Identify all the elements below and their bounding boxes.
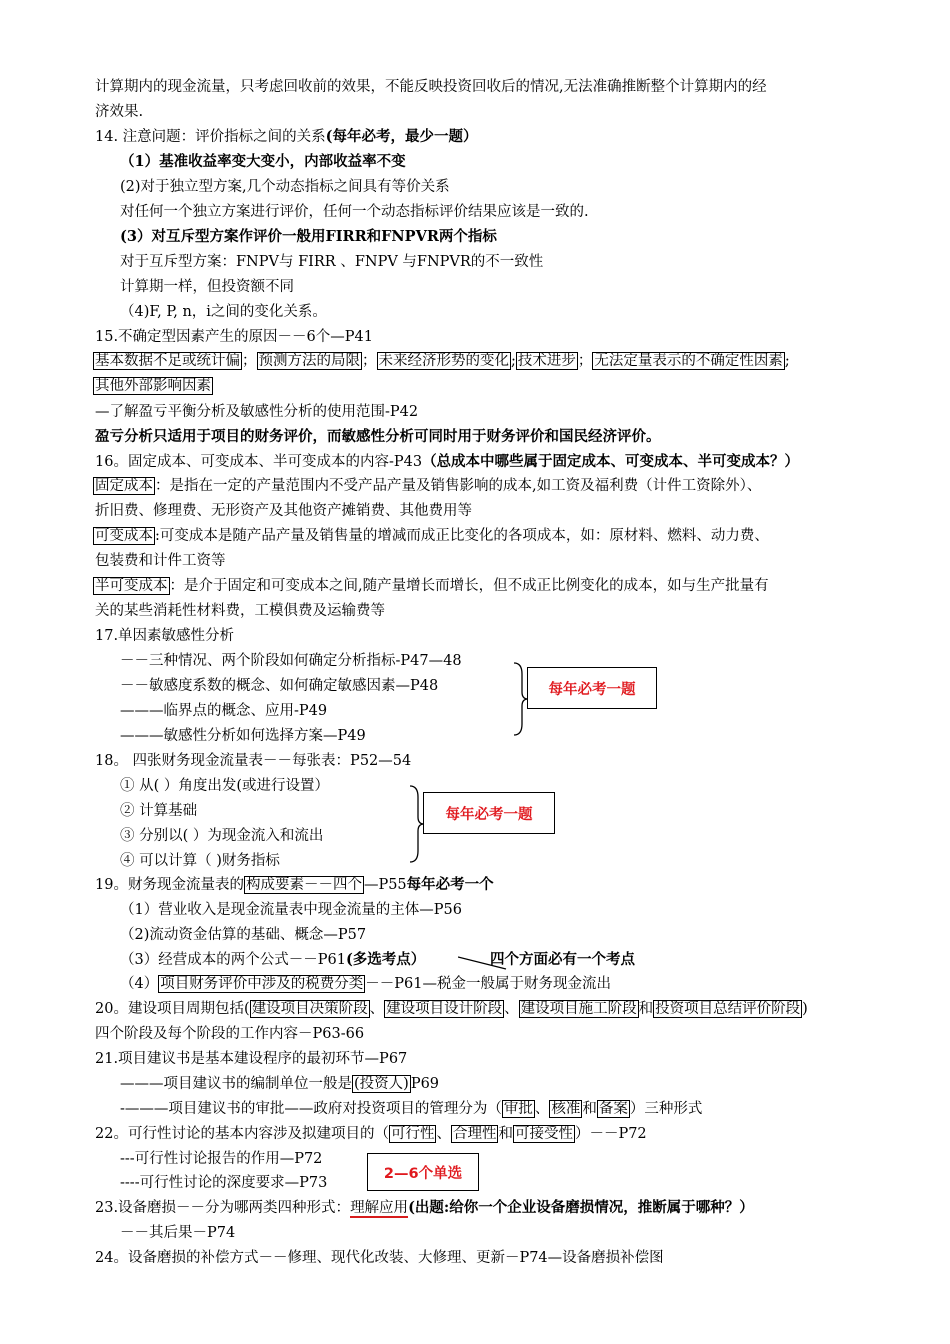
definition-text: :可变成本是随产品产量及销售量的增减而成正比变化的各项成本，如：原材料、燃料、动力费、 [155,528,769,544]
boxed-term: 半可变成本 [95,578,168,594]
section-22-heading [95,1124,647,1144]
boxed-term: 未来经济形势的变化 [378,353,509,369]
definition-line [93,576,769,596]
boxed-term: 无法定量表示的不确定性因素 [594,353,783,369]
text-line: ———临界点的概念、应用-P49 [120,703,328,719]
boxed-term: 构成要素－－四个 [245,877,362,893]
heading-text: 22。可行性讨论的基本内容涉及拟建项目的（ [95,1126,389,1142]
boxed-term-row [93,351,790,371]
separator: ； [577,353,593,369]
heading-text: 19。财务现金流量表的 [95,877,244,893]
definition-text: ：是指在一定的产量范围内不受产品产量及销售影响的成本,如工资及福利费（计件工资除外）、 [155,478,762,494]
separator: ； [362,353,377,369]
text-line: 盈亏分析只适用于项目的财务评价，而敏感性分析可同时用于财务评价和国民经济评价。 [95,428,661,445]
emphasis-text: (每年必考，最少一题） [325,128,478,145]
boxed-term: 建设项目决策阶段 [251,1001,368,1017]
separator: ; [511,353,516,369]
boxed-term: 项目财务评价中涉及的税费分类 [160,976,364,992]
section-17-heading: 17.单因素敏感性分析 [95,628,235,644]
heading-text: 20。建设项目周期包括( [95,1001,250,1017]
text-line: ---可行性讨论报告的作用—P72 [120,1151,323,1167]
section-21-heading: 21.项目建议书是基本建设程序的最初环节—P67 [95,1051,408,1067]
text-line: 对于互斥型方案：FNPV与 FIRR 、FNPV 与FNPVR的不一致性 [120,254,544,270]
text-line [120,950,425,970]
separator: ) [802,1001,808,1017]
text-line: －－敏感度系数的概念、如何确定敏感因素—P48 [120,678,439,694]
exam-callout-box: 每年必考一题 [423,792,555,834]
section-20-heading [95,999,808,1019]
text-line: 四个阶段及每个阶段的工作内容－P63-66 [95,1026,365,1042]
text-line: （2)流动资金估算的基础、概念—P57 [120,927,367,943]
section-14-heading [95,127,478,147]
emphasis-text: (出题:给你一个企业设备磨损情况，推断属于哪种？） [408,1199,754,1216]
boxed-term: 预测方法的局限 [258,353,360,369]
boxed-term: 基本数据不足或统计偏 [95,353,240,369]
separator: 、 [534,1101,550,1117]
emphasis-text: （总成本中哪些属于固定成本、可变成本、半可变成本？） [422,453,800,470]
boxed-term: 核准 [551,1101,581,1117]
text-line: 计算期内的现金流量，只考虑回收前的效果，不能反映投资回收后的情况,无法准确推断整个计算期内的经 [95,79,767,95]
section-18-heading: 18。 四张财务现金流量表－－每张表：P52—54 [95,753,412,769]
separator: ; [784,353,790,369]
text-line [120,974,611,994]
separator: 、 [436,1126,451,1142]
boxed-term: 其他外部影响因素 [95,378,211,394]
text-span: ）三种形式 [629,1101,703,1117]
page-ref: —P55 [363,877,407,893]
text-line: ③ 分别以( ）为现金流入和流出 [120,828,324,844]
emphasis-text: (多选考点） [345,951,426,968]
definition-line [93,526,769,546]
boxed-term: 可变成本 [95,528,153,544]
separator: ； [242,353,257,369]
text-line: ② 计算基础 [120,803,198,819]
boxed-term: 合理性 [452,1126,497,1142]
text-line: ———敏感性分析如何选择方案—P49 [120,728,366,744]
text-line: (2)对于独立型方案,几个动态指标之间具有等价关系 [120,179,450,195]
boxed-term: 投资项目总结评价阶段 [655,1001,801,1017]
text-line: （4)F, P, n，i之间的变化关系。 [120,304,327,320]
text-line: ----可行性讨论的深度要求—P73 [120,1175,328,1191]
separator: 和 [638,1001,654,1017]
text-span: ）－－P72 [574,1126,647,1142]
definition-text: ：是介于固定和可变成本之间,随产量增长而增长，但不成正比例变化的成本，如与生产批量有 [169,578,769,594]
boxed-term: 建设项目施工阶段 [520,1001,637,1017]
emphasis-text: 四个方面必有一个考点 [490,951,635,968]
text-line: (3）对互斥型方案作评价一般用FIRR和FNPVR两个指标 [120,228,497,245]
section-15-heading: 15.不确定型因素产生的原因－－6个—P41 [95,329,373,345]
text-line: ① 从( ）角度出发(或进行设置） [120,778,330,794]
boxed-term-row [93,376,213,396]
text-line: ④ 可以计算（ )财务指标 [120,853,280,869]
boxed-term: 备案 [598,1101,628,1117]
text-line: 关的某些消耗性材料费，工模俱费及运输费等 [95,603,385,619]
text-span: （4） [120,976,159,992]
exam-callout-box: 每年必考一题 [527,667,657,709]
heading-text: 14. 注意问题：评价指标之间的关系 [95,129,326,145]
heading-text: 16。固定成本、可变成本、半可变成本的内容-P43 [95,454,423,470]
text-span: －－P61—税金一般属于财务现金流出 [365,976,611,992]
section-23-heading [95,1198,754,1218]
text-line: 计算期一样，但投资额不同 [120,279,294,295]
section-19-heading [95,875,494,895]
heading-text: 23.设备磨损－－分为哪两类四种形式： [95,1200,351,1216]
underlined-term: 理解应用 [350,1200,409,1216]
text-line: （1）营业收入是现金流量表中现金流量的主体—P56 [120,902,462,918]
definition-line [93,476,761,496]
text-line [120,1099,702,1119]
boxed-term: 建设项目设计阶段 [386,1001,503,1017]
section-16-heading [95,452,799,472]
boxed-term: 可行性 [390,1126,435,1142]
text-line: 对任何一个独立方案进行评价，任何一个动态指标评价结果应该是一致的. [120,204,589,220]
text-line [120,1074,439,1094]
page-ref: P69 [410,1076,440,1092]
text-line: 折旧费、修理费、无形资产及其他资产摊销费、其他费用等 [95,503,472,519]
emphasis-text: 每年必考一个 [406,876,494,893]
boxed-term: 固定成本 [95,478,153,494]
separator: 、 [504,1001,519,1017]
boxed-term: 可接受性 [514,1126,573,1142]
text-span: ———项目建议书的编制单位一般是 [120,1076,352,1092]
text-span: -———项目建议书的审批——政府对投资项目的管理分为（ [120,1101,502,1117]
text-line: （1）基准收益率变大变小，内部收益率不变 [120,153,406,170]
text-line: 济效果. [95,104,144,120]
section-24-heading: 24。设备磨损的补偿方式－－修理、现代化改装、大修理、更新－P74—设备磨损补偿图 [95,1250,664,1266]
text-line: 包装费和计件工资等 [95,553,226,569]
boxed-term: (投资人) [354,1076,409,1092]
boxed-term: 审批 [503,1101,533,1117]
text-line: －－其后果－P74 [120,1225,236,1241]
exam-callout-box: 2—6个单选 [367,1153,479,1191]
boxed-term: 技术进步 [517,353,576,369]
text-span: （3）经营成本的两个公式－－P61 [120,952,346,968]
text-line: －－三种情况、两个阶段如何确定分析指标-P47—48 [120,653,462,669]
separator: 、 [369,1001,385,1017]
text-line: —了解盈亏平衡分析及敏感性分析的使用范围-P42 [95,404,419,420]
separator: 和 [582,1101,597,1117]
separator: 和 [498,1126,513,1142]
